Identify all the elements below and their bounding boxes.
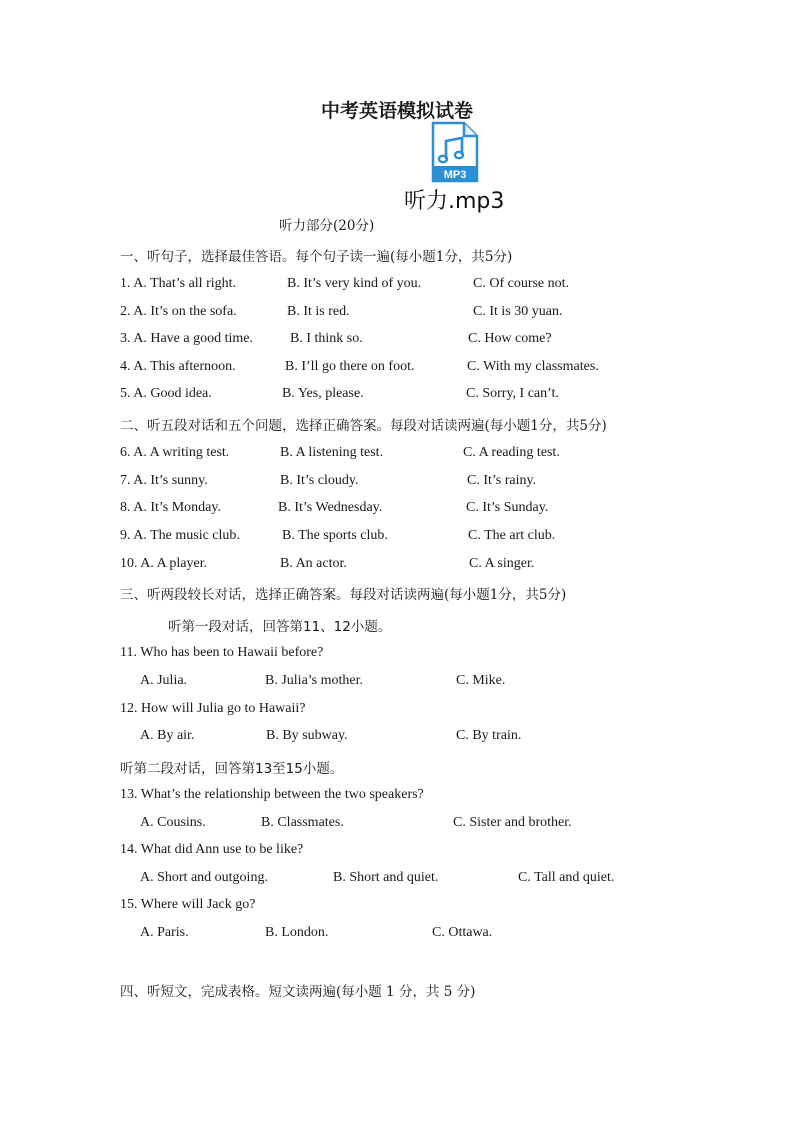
q9-option-b: B. The sports club. [282, 528, 388, 543]
q14-option-c: C. Tall and quiet. [518, 870, 615, 885]
q3-option-c: C. How come? [468, 331, 552, 346]
q15-option-c: C. Ottawa. [432, 925, 493, 940]
q11-option-b: B. Julia’s mother. [265, 673, 363, 688]
q10-option-b: B. An actor. [280, 556, 347, 571]
dialog1-intro: 听第一段对话，回答第11、12小题。 [168, 619, 392, 635]
q11-question: 11. Who has been to Hawaii before? [120, 645, 324, 660]
q4-option-a: 4. A. This afternoon. [120, 359, 236, 374]
exam-title: 中考英语模拟试卷 [320, 100, 473, 122]
attachment-filename[interactable]: 听力.mp3 [404, 189, 505, 214]
mp3-file-icon[interactable] [430, 121, 480, 183]
dialog2-intro: 听第二段对话，回答第13至15小题。 [120, 761, 344, 777]
q15-question: 15. Where will Jack go? [120, 897, 256, 912]
part2-heading: 二、听五段对话和五个问题，选择正确答案。每段对话读两遍(每小题1分，共5分) [120, 418, 607, 434]
q2-option-b: B. It is red. [287, 304, 350, 319]
part3-heading: 三、听两段较长对话，选择正确答案。每段对话读两遍(每小题1分，共5分) [120, 587, 567, 603]
section-header: 听力部分(20分) [279, 218, 375, 234]
q7-option-c: C. It’s rainy. [467, 473, 537, 488]
q7-option-a: 7. A. It’s sunny. [120, 473, 208, 488]
q8-option-c: C. It’s Sunday. [466, 500, 549, 515]
q12-option-a: A. By air. [140, 728, 195, 743]
q15-option-b: B. London. [265, 925, 329, 940]
q10-option-a: 10. A. A player. [120, 556, 208, 571]
q5-option-c: C. Sorry, I can’t. [466, 386, 559, 401]
q6-option-a: 6. A. A writing test. [120, 445, 230, 460]
q2-option-c: C. It is 30 yuan. [473, 304, 563, 319]
q13-question: 13. What’s the relationship between the two speakers? [120, 787, 424, 802]
q1-option-b: B. It’s very kind of you. [287, 276, 422, 291]
q8-option-a: 8. A. It’s Monday. [120, 500, 221, 515]
q12-option-b: B. By subway. [266, 728, 348, 743]
q11-option-c: C. Mike. [456, 673, 506, 688]
part4-heading: 四、听短文，完成表格。短文读两遍(每小题 1 分，共 5 分) [120, 984, 476, 1000]
q5-option-b: B. Yes, please. [282, 386, 364, 401]
q8-option-b: B. It’s Wednesday. [278, 500, 383, 515]
q10-option-c: C. A singer. [469, 556, 535, 571]
q14-question: 14. What did Ann use to be like? [120, 842, 304, 857]
q3-option-a: 3. A. Have a good time. [120, 331, 253, 346]
q1-option-c: C. Of course not. [473, 276, 570, 291]
q4-option-b: B. I’ll go there on foot. [285, 359, 415, 374]
q14-option-b: B. Short and quiet. [333, 870, 439, 885]
q2-option-a: 2. A. It’s on the sofa. [120, 304, 237, 319]
q12-option-c: C. By train. [456, 728, 522, 743]
q9-option-a: 9. A. The music club. [120, 528, 240, 543]
q13-option-b: B. Classmates. [261, 815, 344, 830]
q9-option-c: C. The art club. [468, 528, 556, 543]
q7-option-b: B. It’s cloudy. [280, 473, 359, 488]
q3-option-b: B. I think so. [290, 331, 363, 346]
q1-option-a: 1. A. That’s all right. [120, 276, 237, 291]
q5-option-a: 5. A. Good idea. [120, 386, 212, 401]
q11-option-a: A. Julia. [140, 673, 188, 688]
part1-heading: 一、听句子，选择最佳答语。每个句子读一遍(每小题1分，共5分) [120, 249, 513, 265]
q13-option-a: A. Cousins. [140, 815, 206, 830]
q6-option-b: B. A listening test. [280, 445, 384, 460]
q4-option-c: C. With my classmates. [467, 359, 599, 374]
q13-option-c: C. Sister and brother. [453, 815, 572, 830]
q6-option-c: C. A reading test. [463, 445, 560, 460]
q15-option-a: A. Paris. [140, 925, 189, 940]
mp3-badge-text: MP3 [443, 169, 467, 181]
q14-option-a: A. Short and outgoing. [140, 870, 268, 885]
q12-question: 12. How will Julia go to Hawaii? [120, 701, 306, 716]
